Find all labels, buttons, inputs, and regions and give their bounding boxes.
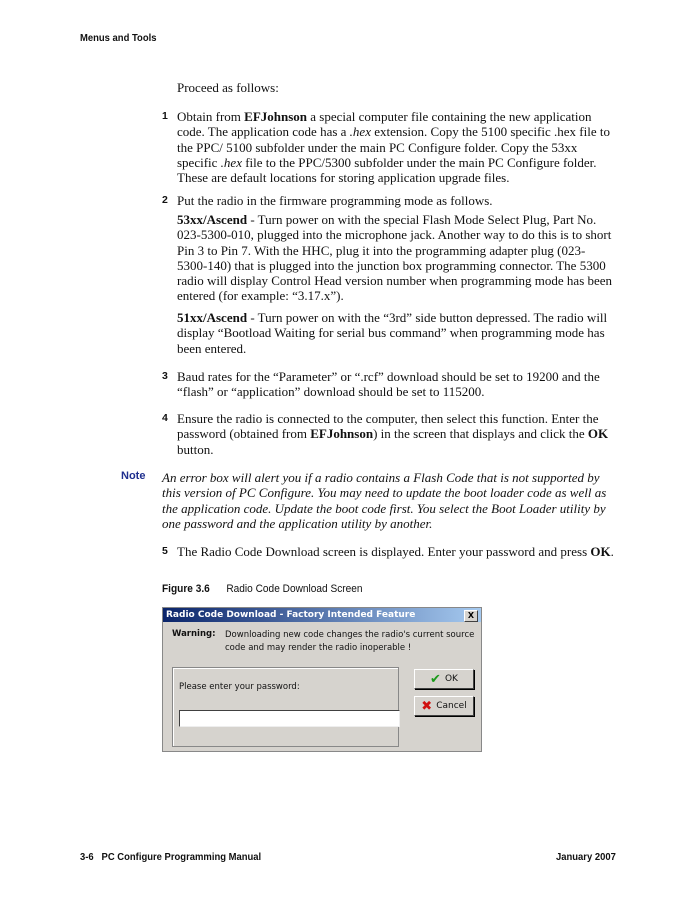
password-input[interactable] <box>179 710 400 727</box>
note-label: Note <box>121 470 146 482</box>
text-bold: EFJohnson <box>310 426 374 442</box>
figure-title: Radio Code Download Screen <box>226 583 363 595</box>
cancel-button[interactable] <box>414 696 474 716</box>
text: Obtain from <box>177 109 245 124</box>
running-header: Menus and Tools <box>80 32 157 44</box>
cancel-label: Cancel <box>436 701 467 711</box>
text: . <box>610 544 614 559</box>
step-number: 4 <box>162 412 168 424</box>
text-bold: 51xx/Ascend <box>177 310 248 325</box>
radio-code-download-dialog <box>162 607 482 752</box>
warning-text: Downloading new code changes the radio's current source code and may render the radio inoperable ! <box>225 630 475 653</box>
step-1 <box>177 109 615 185</box>
text-italic: .hex <box>220 154 242 170</box>
warning-label: Warning: <box>172 629 216 639</box>
text-bold: OK <box>590 544 611 559</box>
password-label: Please enter your password: <box>179 682 300 692</box>
text-bold: EFJohnson <box>244 109 308 124</box>
step-number: 3 <box>162 370 168 382</box>
ok-label: OK <box>444 674 458 684</box>
text-italic: .hex <box>349 124 371 140</box>
page-number: 3-6 <box>80 851 94 863</box>
step-4 <box>177 411 615 457</box>
checkmark-icon: ✔ <box>430 671 441 687</box>
text: a special computer file containing the new application code. The application code has a <box>177 109 592 140</box>
text-bold: 53xx/Ascend <box>177 212 248 227</box>
manual-title: PC Configure Programming Manual <box>101 851 262 863</box>
footer-date: January 2007 <box>556 851 616 863</box>
close-button[interactable]: X <box>464 610 478 622</box>
text: - Turn power on with the “3rd” side button depressed. The radio will display “Bootload Waiting for serial bus command” when programming mode has been entered. <box>177 310 608 356</box>
footer-left <box>80 851 261 863</box>
intro-text: Proceed as follows: <box>177 80 279 95</box>
figure-number: Figure 3.6 <box>162 583 210 595</box>
text: extension. Copy the 5100 specific .hex file to the PPC/ 5100 subfolder under the main PC Configure folder. Copy the 53xx specific <box>177 124 610 170</box>
step-2: Put the radio in the firmware programming mode as follows. <box>177 193 493 208</box>
step-number: 1 <box>162 110 168 122</box>
text: - Turn power on with the special Flash Mode Select Plug, Part No. 023-5300-010, plugged into the microphone jack. Another way to do this is to short Pin 3 to Pin 7. With the HHC, plug it into the programming adapter plug (023-5300-140) that is plugged into the junction box programming connector. The 5300 radio will display Control Head version number when programming mode has been entered (for example: “3.17.x”). <box>177 212 613 304</box>
dialog-title: Radio Code Download - Factory Intended Feature <box>166 610 416 620</box>
ok-button[interactable] <box>414 669 474 689</box>
text-bold: OK <box>587 426 609 442</box>
step-number: 5 <box>162 545 168 557</box>
note-text: An error box will alert you if a radio contains a Flash Code that is not supported by this version of PC Configure. You may need to update the boot loader code as well as the application code. Update the boot code first. You select the Boot Loader utility by one password and the application utility by another. <box>162 470 607 531</box>
step-number: 2 <box>162 194 168 206</box>
step-2-53xx <box>177 212 615 304</box>
text: button. <box>177 441 214 457</box>
step-5 <box>177 544 615 559</box>
figure-caption <box>162 583 363 595</box>
text: Ensure the radio is connected to the computer, then select this function. Enter the password (obtained from <box>177 411 599 442</box>
x-icon: ✖ <box>421 698 433 714</box>
password-group <box>172 667 399 747</box>
text: ) in the screen that displays and click the <box>373 426 588 442</box>
step-3: Baud rates for the “Parameter” or “.rcf” download should be set to 19200 and the “flash” or “application” download should be set to 115200. <box>177 369 600 400</box>
step-2-51xx <box>177 310 615 356</box>
text: The Radio Code Download screen is displayed. Enter your password and press <box>177 544 591 559</box>
dialog-title-bar <box>163 608 481 622</box>
text: file to the PPC/5300 subfolder under the main PC Configure folder. These are default locations for storing application upgrade files. <box>177 154 597 186</box>
